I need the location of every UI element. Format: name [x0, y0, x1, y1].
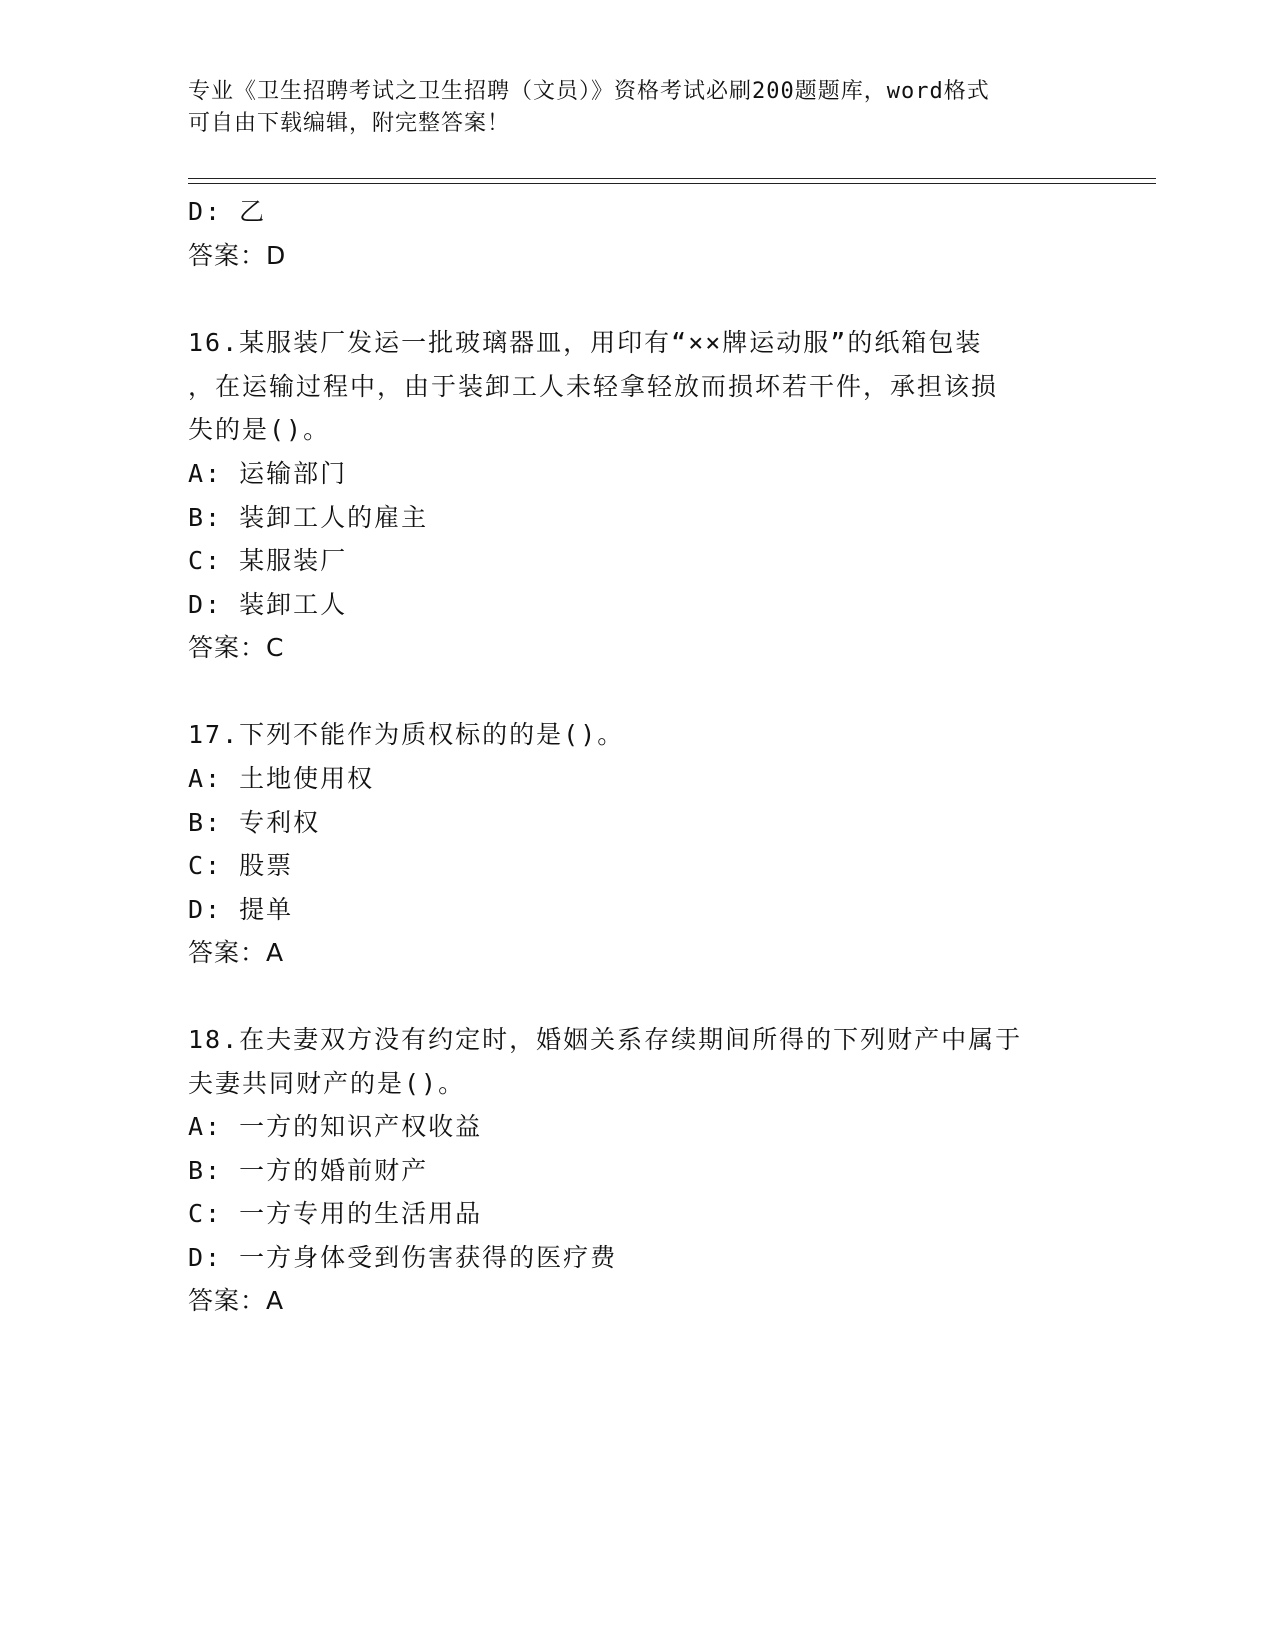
q16-option-b: B: 装卸工人的雇主 — [188, 503, 429, 532]
q17-answer: 答案：A — [188, 938, 285, 967]
q17-option-c: C: 股票 — [188, 851, 294, 880]
q16-text-line-2: ，在运输过程中，由于装卸工人未轻拿轻放而损坏若干件，承担该损 — [188, 372, 999, 401]
q16-text-line-1: 16.某服装厂发运一批玻璃器皿，用印有“××牌运动服”的纸箱包装 — [188, 328, 983, 357]
q17-text-line-1: 17.下列不能作为质权标的的是()。 — [188, 720, 625, 749]
header-divider-top — [188, 178, 1156, 179]
q18-option-d: D: 一方身体受到伤害获得的医疗费 — [188, 1243, 618, 1272]
header-line-1: 专业《卫生招聘考试之卫生招聘（文员）》资格考试必刷200题题库，word格式 — [188, 79, 990, 104]
q17-option-d: D: 提单 — [188, 895, 294, 924]
q17-option-b: B: 专利权 — [188, 808, 321, 837]
q16-text-line-3: 失的是()。 — [188, 415, 331, 444]
q18-option-a: A: 一方的知识产权收益 — [188, 1112, 483, 1141]
q18-option-b: B: 一方的婚前财产 — [188, 1156, 429, 1185]
prev-option-d: D: 乙 — [188, 197, 267, 226]
q18-text-line-2: 夫妻共同财产的是()。 — [188, 1069, 466, 1098]
q16-option-d: D: 装卸工人 — [188, 590, 348, 619]
q18-answer: 答案：A — [188, 1286, 285, 1315]
q17-option-a: A: 土地使用权 — [188, 764, 375, 793]
q16-option-c: C: 某服装厂 — [188, 546, 348, 575]
q16-option-a: A: 运输部门 — [188, 459, 348, 488]
header-line-2: 可自由下载编辑，附完整答案！ — [188, 111, 511, 136]
prev-answer: 答案：D — [188, 241, 287, 270]
header-divider-bottom — [188, 183, 1156, 184]
q18-text-line-1: 18.在夫妻双方没有约定时，婚姻关系存续期间所得的下列财产中属于 — [188, 1025, 1023, 1054]
document-header — [188, 76, 1088, 140]
q16-answer: 答案：C — [188, 633, 285, 662]
q18-option-c: C: 一方专用的生活用品 — [188, 1199, 483, 1228]
